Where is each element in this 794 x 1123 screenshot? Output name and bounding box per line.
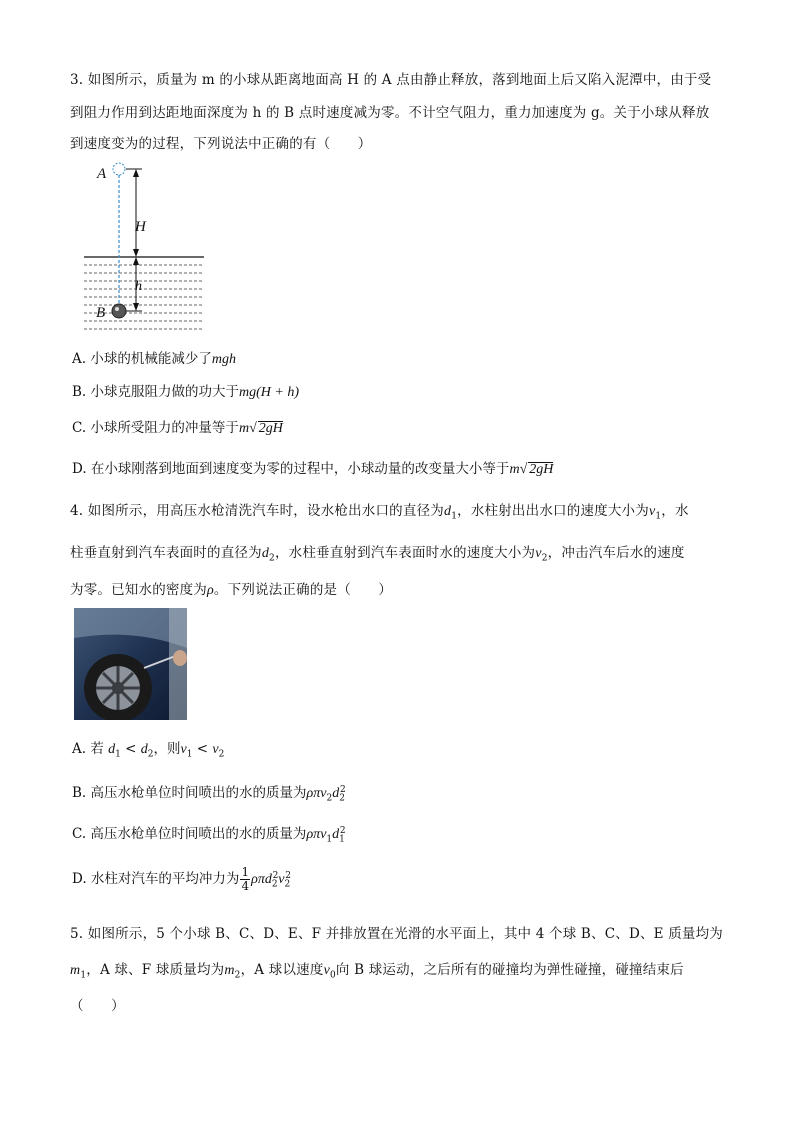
- q4-stem-line3: 为零。已知水的密度为ρ。下列说法正确的是（ ）: [70, 582, 393, 598]
- q3-stem-line2: 到阻力作用到达距地面深度为 h 的 B 点时速度减为零。不计空气阻力，重力加速度为 g。关于小球从释放: [70, 105, 710, 121]
- label-h: h: [135, 279, 142, 294]
- q5-stem-line1: 5. 如图所示，5 个小球 B、C、D、E、F 并排放置在光滑的水平面上，其中 4 个球 B、C、D、E 质量均为: [70, 926, 724, 942]
- label-B: B: [96, 305, 106, 321]
- ball-at-B: [112, 304, 126, 318]
- q5-stem-line3: （ ）: [70, 998, 125, 1014]
- q3-option-a[interactable]: A. 小球的机械能减少了mgh: [72, 351, 236, 367]
- label-A: A: [97, 166, 107, 182]
- car-washing-photo: [74, 608, 187, 720]
- q4-stem-line2: 柱垂直射到汽车表面时的直径为$d_2$，水柱垂直射到汽车表面时水的速度大小为$v_2$，冲击汽车后水的速度: [70, 545, 685, 564]
- q4-option-d[interactable]: D. 水柱对汽车的平均冲力为 $\frac{1}{4}$ $\rho\pi d_2^2v_2^2$: [72, 865, 291, 893]
- fraction-one-quarter: $\frac{1}{4}$: [241, 865, 250, 893]
- q3-option-b[interactable]: B. 小球克服阻力做的功大于mg(H + h): [72, 384, 300, 400]
- q3-stem-line3: 到速度变为的过程，下列说法中正确的有（ ）: [70, 136, 372, 152]
- ball-start-position: [113, 163, 125, 175]
- q3-option-d[interactable]: D. 在小球刚落到地面到速度变为零的过程中，小球动量的改变量大小等于m√ 2gH: [72, 461, 554, 477]
- q3-stem-line1: 3. 如图所示，质量为 m 的小球从距离地面高 H 的 A 点由静止释放，落到地面上后又陷入泥潭中，由于受: [70, 72, 712, 88]
- label-H: H: [135, 219, 146, 235]
- q4-option-b[interactable]: B. 高压水枪单位时间喷出的水的质量为$\rho\pi v_2d_2^2$: [72, 784, 346, 804]
- q4-stem-line1: 4. 如图所示，用高压水枪清洗汽车时，设水枪出水口的直径为$d_1$，水柱射出出水口的速度大小为$v_1$，水: [70, 503, 689, 522]
- q5-stem-line2: $m_1$，A 球、F 球质量均为$m_2$，A 球以速度$v_0$向 B 球运动，之后所有的碰撞均为弹性碰撞，碰撞结束后: [70, 962, 684, 981]
- q3-figure-ball-mud: [84, 157, 214, 337]
- q3-option-c[interactable]: C. 小球所受阻力的冲量等于m√ 2gH: [72, 420, 283, 436]
- q4-option-a[interactable]: A. 若 $d_1 < d_2$，则$v_1 < v_2$: [72, 741, 225, 760]
- q4-option-c[interactable]: C. 高压水枪单位时间喷出的水的质量为$\rho\pi v_1d_1^2$: [72, 825, 346, 845]
